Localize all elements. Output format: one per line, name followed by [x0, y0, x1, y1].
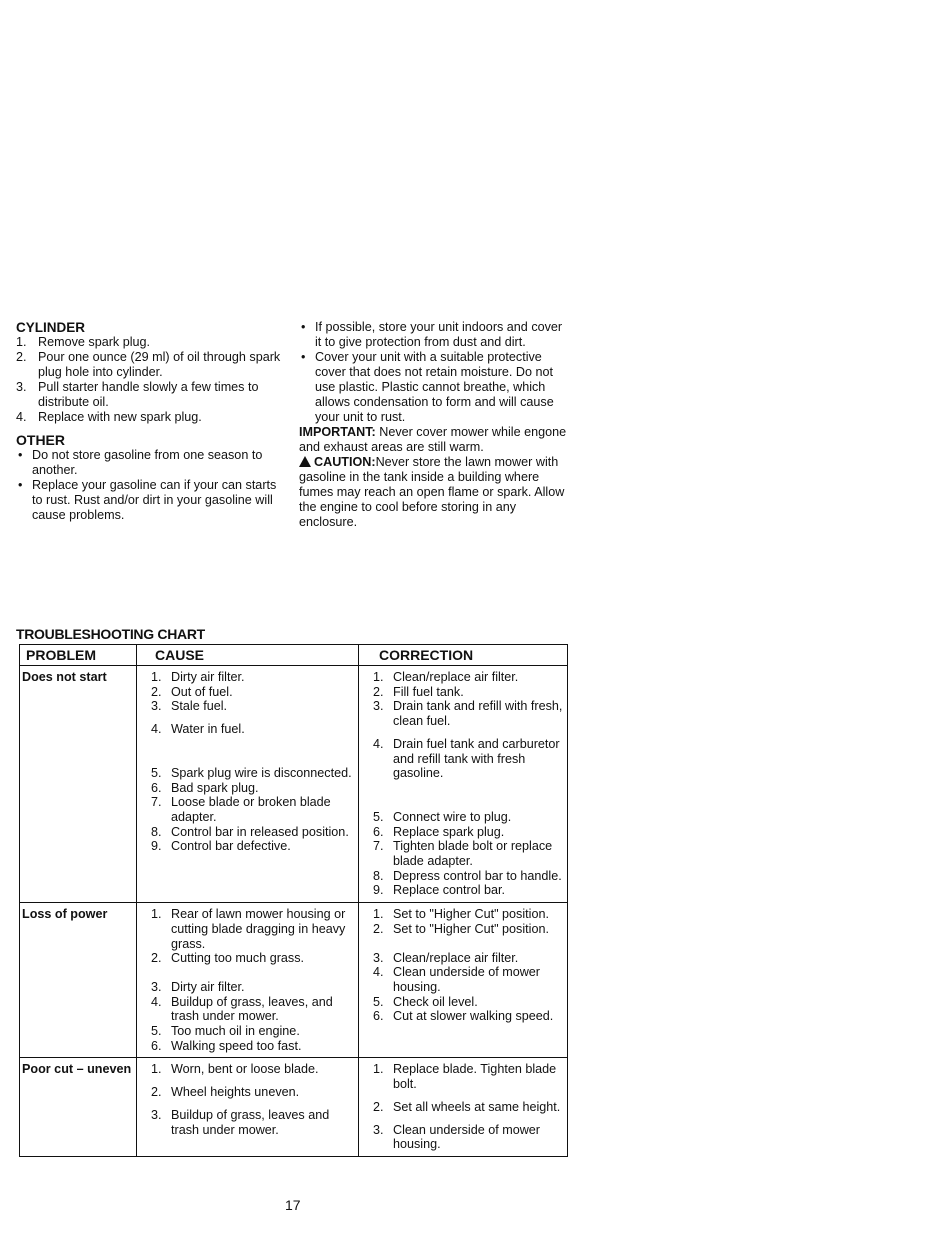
cylinder-step	[16, 335, 288, 350]
cylinder-step	[16, 350, 288, 380]
bullet-dot: •	[301, 350, 306, 364]
cause-item-text: Control bar defective.	[171, 839, 291, 854]
table-row	[20, 1058, 568, 1157]
table-row	[20, 666, 568, 903]
caution-label: CAUTION:	[314, 455, 376, 469]
cause-item	[139, 1062, 354, 1077]
correction-item	[361, 670, 563, 685]
correction-item-text: Clean/replace air filter.	[393, 670, 519, 684]
correction-item-text: Replace blade. Tighten blade bolt.	[393, 1062, 557, 1092]
cylinder-step	[16, 410, 288, 425]
cause-item-text: Loose blade or broken blade adapter.	[171, 795, 331, 824]
item-number: 2.	[373, 684, 384, 699]
item-number: 2.	[373, 1099, 384, 1114]
cause-item	[139, 980, 354, 995]
cause-item-text: Rear of lawn mower housing or cutting blade dragging in heavy grass.	[171, 907, 346, 951]
item-number: 1.	[151, 1062, 162, 1077]
important-note	[299, 425, 571, 455]
item-number: 4.	[151, 994, 162, 1009]
cause-item	[139, 825, 354, 840]
other-heading: OTHER	[16, 432, 65, 448]
step-number: 4.	[16, 410, 27, 424]
item-number: 2.	[151, 684, 162, 699]
step-number: 3.	[16, 380, 27, 394]
problem-cell: Poor cut – uneven	[20, 1058, 137, 1157]
item-number: 2.	[151, 951, 162, 966]
storage-bullet	[299, 320, 571, 350]
cylinder-heading: CYLINDER	[16, 320, 86, 335]
important-text: Never cover mower while engone and exhaust areas are still warm.	[299, 425, 567, 454]
other-bullet	[16, 478, 288, 523]
item-number: 3.	[373, 950, 384, 965]
cause-item-text: Wheel heights uneven.	[171, 1085, 300, 1100]
bullet-text: Do not store gasoline from one season to another.	[32, 448, 263, 477]
correction-item	[361, 685, 563, 700]
cause-item-text: Water in fuel.	[171, 722, 245, 737]
correction-item	[361, 810, 563, 825]
correction-item-text: Depress control bar to handle.	[393, 868, 562, 883]
correction-item	[361, 951, 563, 966]
step-text: Replace with new spark plug.	[38, 410, 202, 424]
correction-item-text: Drain fuel tank and carburetor and refill tank with fresh gasoline.	[393, 736, 560, 781]
problem-cell: Loss of power	[20, 903, 137, 1058]
correction-item	[361, 825, 563, 840]
item-number: 4.	[151, 722, 162, 737]
cylinder-steps	[16, 335, 288, 425]
correction-item-text: Replace spark plug.	[393, 824, 505, 839]
right-column	[299, 320, 571, 530]
item-number: 7.	[373, 839, 384, 854]
correction-item	[361, 1100, 563, 1115]
correction-cell	[359, 903, 568, 1058]
item-number: 5.	[373, 809, 384, 824]
step-text: Pour one ounce (29 ml) of oil through spark plug hole into cylinder.	[38, 350, 281, 379]
correction-item-text: Drain tank and refill with fresh, clean fuel.	[393, 699, 563, 729]
bullet-dot: •	[301, 320, 306, 334]
cause-cell	[137, 666, 359, 903]
item-number: 1.	[373, 1062, 384, 1077]
chart-title: TROUBLESHOOTING CHART	[16, 626, 205, 642]
correction-item-text: Replace control bar.	[393, 883, 506, 898]
item-number: 2.	[373, 921, 384, 936]
cause-cell	[137, 1058, 359, 1157]
cause-item	[139, 699, 354, 714]
other-bullets	[16, 448, 288, 523]
item-number: 8.	[151, 824, 162, 839]
item-number: 1.	[373, 670, 384, 684]
troubleshooting-table	[19, 644, 568, 1157]
cylinder-step	[16, 380, 288, 410]
item-number: 1.	[373, 907, 384, 922]
cause-item-text: Out of fuel.	[171, 684, 233, 699]
item-number: 3.	[373, 699, 384, 714]
correction-cell	[359, 1058, 568, 1157]
cause-item-text: Worn, bent or loose blade.	[171, 1062, 319, 1077]
item-number: 2.	[151, 1085, 162, 1100]
caution-text: Never store the lawn mower with gasoline in the tank inside a building where fumes may reach an open flame or spark. Allow the engine to cool before storing in any enclosure.	[299, 455, 565, 529]
item-number: 8.	[373, 868, 384, 883]
bullet-dot: •	[18, 478, 23, 492]
correction-item	[361, 883, 563, 898]
item-number: 5.	[151, 1024, 162, 1039]
left-column	[16, 320, 288, 523]
bullet-text: Replace your gasoline can if your can starts to rust. Rust and/or dirt in your gasoline will cause problems.	[32, 478, 277, 522]
cause-item	[139, 907, 354, 951]
item-number: 6.	[373, 1009, 384, 1024]
correction-item-text: Cut at slower walking speed.	[393, 1009, 554, 1024]
correction-item	[361, 907, 563, 922]
correction-item	[361, 699, 563, 728]
cause-item	[139, 685, 354, 700]
cause-cell	[137, 903, 359, 1058]
item-number: 4.	[373, 965, 384, 980]
cause-item	[139, 795, 354, 824]
bullet-dot: •	[18, 448, 23, 462]
cause-item	[139, 1108, 354, 1137]
cause-item	[139, 1024, 354, 1039]
cause-item	[139, 722, 354, 737]
table-body	[20, 666, 568, 1157]
cause-item	[139, 1039, 354, 1054]
correction-item-text: Clean/replace air filter.	[393, 950, 519, 965]
cause-item-text: Control bar in released position.	[171, 824, 349, 839]
table-header-row	[20, 645, 568, 666]
item-number: 6.	[373, 824, 384, 839]
problem-cell: Does not start	[20, 666, 137, 903]
item-number: 6.	[151, 1038, 162, 1053]
correction-item-text: Clean underside of mower housing.	[393, 1122, 541, 1152]
cause-item-text: Buildup of grass, leaves, and trash under mower.	[171, 994, 333, 1024]
correction-item-text: Set to "Higher Cut" position.	[393, 921, 549, 936]
correction-item	[361, 737, 563, 781]
cause-item	[139, 839, 354, 854]
bullet-text: If possible, store your unit indoors and cover it to give protection from dust and dirt.	[315, 320, 563, 349]
correction-item	[361, 1123, 563, 1152]
header-cause: CAUSE	[137, 645, 359, 666]
cause-item-text: Walking speed too fast.	[171, 1038, 302, 1053]
cause-item-text: Spark plug wire is disconnected.	[171, 765, 352, 780]
correction-item	[361, 1009, 563, 1024]
correction-item-text: Check oil level.	[393, 994, 478, 1009]
item-number: 9.	[151, 839, 162, 854]
correction-item	[361, 922, 563, 937]
storage-bullet	[299, 350, 571, 425]
warning-triangle-icon	[299, 456, 311, 467]
correction-item-text: Clean underside of mower housing.	[393, 965, 541, 994]
header-problem: PROBLEM	[20, 645, 137, 666]
item-number: 6.	[151, 780, 162, 795]
step-number: 2.	[16, 350, 27, 364]
item-number: 9.	[373, 883, 384, 898]
item-number: 5.	[373, 994, 384, 1009]
item-number: 4.	[373, 736, 384, 751]
storage-bullets	[299, 320, 571, 425]
correction-item-text: Connect wire to plug.	[393, 809, 512, 824]
item-number: 3.	[151, 979, 162, 994]
correction-item	[361, 869, 563, 884]
cause-item-text: Stale fuel.	[171, 699, 228, 714]
cause-item-text: Dirty air filter.	[171, 979, 245, 994]
correction-item	[361, 995, 563, 1010]
item-number: 7.	[151, 795, 162, 810]
cause-item	[139, 670, 354, 685]
bullet-text: Cover your unit with a suitable protective cover that does not retain moisture. Do not use plastic. Plastic cannot breathe, which allows condensation to form and will cause your unit to rust.	[315, 350, 554, 424]
cause-item-text: Dirty air filter.	[171, 670, 245, 684]
correction-item-text: Fill fuel tank.	[393, 684, 464, 699]
important-label: IMPORTANT:	[299, 425, 376, 439]
correction-item	[361, 839, 563, 868]
header-correction: CORRECTION	[359, 645, 568, 666]
step-text: Remove spark plug.	[38, 335, 150, 349]
cause-item	[139, 1085, 354, 1100]
correction-item	[361, 965, 563, 994]
table-row	[20, 903, 568, 1058]
page-number: 17	[285, 1197, 301, 1213]
item-number: 1.	[151, 907, 162, 922]
correction-item	[361, 1062, 563, 1091]
cause-item-text: Bad spark plug.	[171, 780, 259, 795]
cause-item-text: Cutting too much grass.	[171, 951, 304, 966]
correction-item-text: Set to "Higher Cut" position.	[393, 907, 549, 922]
item-number: 1.	[151, 670, 162, 684]
cause-item-text: Buildup of grass, leaves and trash under mower.	[171, 1107, 330, 1137]
item-number: 3.	[151, 699, 162, 714]
correction-cell	[359, 666, 568, 903]
step-text: Pull starter handle slowly a few times to distribute oil.	[38, 380, 259, 409]
caution-note	[299, 455, 571, 530]
item-number: 5.	[151, 765, 162, 780]
correction-item-text: Set all wheels at same height.	[393, 1099, 561, 1114]
cause-item	[139, 951, 354, 966]
cause-item	[139, 995, 354, 1024]
item-number: 3.	[151, 1107, 162, 1122]
cause-item	[139, 766, 354, 781]
step-number: 1.	[16, 335, 27, 349]
item-number: 3.	[373, 1122, 384, 1137]
cause-item-text: Too much oil in engine.	[171, 1024, 300, 1039]
other-bullet	[16, 448, 288, 478]
cause-item	[139, 781, 354, 796]
correction-item-text: Tighten blade bolt or replace blade adapter.	[393, 839, 553, 869]
